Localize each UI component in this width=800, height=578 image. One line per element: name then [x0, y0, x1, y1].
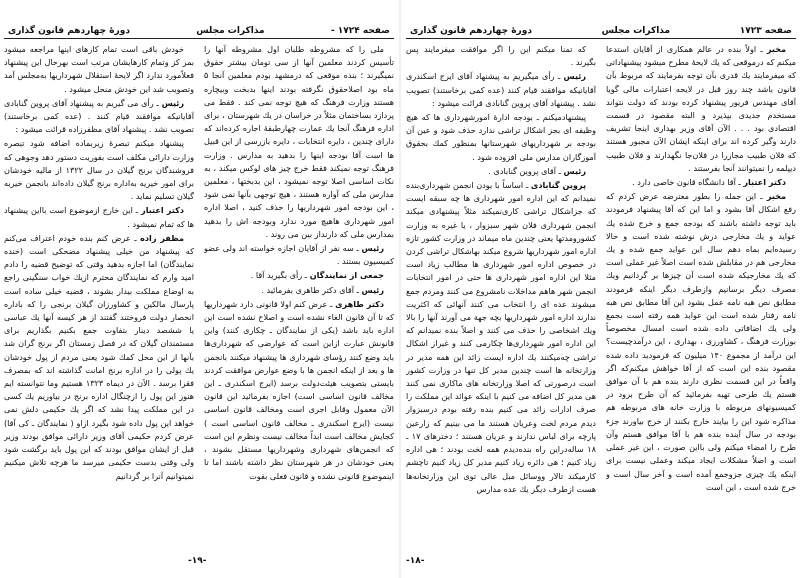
column-right	[606, 43, 796, 543]
speaker-name: رئیس	[563, 71, 586, 82]
journal-title: دورهٔ چهاردهم قانون گذاری	[410, 26, 532, 36]
running-head	[406, 14, 796, 39]
paragraph: خودش باقی است تمام کارهای اینها مراجعه میشود بمر کز وتمام کارهایشان مرتب است بهرحال این پیشنهاد فعلاًمورد ندارد اگر لایحهٔ استقلال شهرداریها به‌مجلس آمد وتصویب شد این خودش منحل میشود .	[4, 44, 194, 94]
speaker-name: دکتر اعتبار	[141, 205, 184, 216]
speaker-name: جمعی از نمایندگان	[309, 270, 384, 281]
paragraph: دکتر اعتبار ـ این خارج ازموضوع است بااین پیشنهاد ها که تمام نمیشود .	[4, 205, 194, 229]
speaker-name: مخبر	[766, 191, 786, 202]
folio-number: -۱۹-	[188, 556, 207, 566]
section-title: مذاکرات مجلس	[601, 26, 671, 36]
folio-number: -۱۸-	[406, 556, 425, 566]
paragraph: ملی را که مشروطه طلبان اول مشروطه آنها را تأسیس کردند معلمین آنها از سی تومان بیشتر حقوق نمیگیرند ؛ بنده موقعی که درمشهد بودم معلمین آنجا ۵ ماه بود اصلاحقوق نگرفته بودند اینها بدبخت وبیچاره هستند وزارت فرهنگ که هیچ توجه نمی کند . فقط می پردازد بساختمان مثلاً در خراسان در یك شهرستان ، برای اداره فرهنگ آنجا یك عمارت چهارطبقهٔ اجاره کرده‌اند که دارای چندین ، دایره انتخابات ، دایره بازرسی از این قبیل ها است آقا بودجه اینها را بدهید به مدارس . وزارت فرهنگ توجه نمیکند فقط خرج چیز های لوکس میکند ، به نکات اساسی اصلا توجه نمیشود ، این بدبختها ، معلمین مدارس ملی که آواره هستند ، هیچ توجهی بآنها نمی شود ، این بودجه امور شهرداریها را حذف کنید ، اصلا اداره امور شهرداری هاهیچ مورد ندارد وبودجه اش را بدهید بمدارس ملی که دارنداز بین می روند .	[204, 44, 394, 239]
page-number: صفحه ۱۷۲۳	[739, 26, 792, 36]
column-left	[4, 43, 194, 543]
speaker-name: رئیس	[161, 97, 185, 108]
speaker-name: مظفر زاده	[140, 232, 184, 243]
paragraph: پیشنهاد میکنم تبصرهٔ زیربماده اضافه شود تبصره وزارت دارائی مکلف است بفوریت دستور دهد وجوهی که فروشندگان برنج گیلان در سال ۱۳۲۲ از مالیه خودشان برای امور خیریه به‌اداره برنج گیلان داده‌اند بانجمن خیریه گیلان تسلیم نماید .	[4, 138, 194, 202]
section-title: مذاکرات مجلس	[196, 26, 265, 36]
paragraph: که تمنا میکنم این را اگر موافقت میفرمایند پس بگیرند .	[406, 44, 596, 68]
paragraph: مخبر ـ اولاً بنده در عالم همکاری از آقایان استدعا میکنم که درموقعی که یك لایحهٔ مطرح میشود پیشنهاداتی که میفرمایند یك قدری بآن توجه بفرمایند که مربوط بآن قانون باشد چند روز قبل در لایحه اعتبارات مالی گویا آقای مهندس فریور پیشنهاد کرده بودند که دولت نتواند مستخدم جدیدی بپذیرد و البته مقصود در قسمت اقتصادی بود . . . الآن آقای وزیر بهداری اینجا تشریف دارند وگیر کرده اند برای اینکه ایشان الآن مجبور هستند که فلان طبیب مجازرا در فلان‌جا نگهدارند و فلان طبیب دیپلمه را نمیتوانند آنجا بفرستند .	[606, 44, 796, 173]
journal-title: دورهٔ چهاردهم قانون گذاری	[8, 26, 130, 36]
paragraph: رئیس ـ آقای دکتر طاهری بفرمائید .	[261, 284, 384, 295]
speaker-name: دکتر طاهری	[335, 298, 384, 309]
paragraph: مخبر ـ این جمله را بطور معترضه عرض کردم که رفع اشکال آقا بشود و اما این که آقا پیشنهاد فرمودند باید توجه داشته باشند که بودجه جمع و خرج شده یك عواید و یك مخارجی درش نوشته شده است و حالا رسیده‌ایم بماه دهم سال این عواید جمع شده و یك مخارجی هم در مقابلش شده است اصلاً غیر عملی است که یك مخارجیکه شده است آن چیزها بر گردانیم ویك مصرف دیگر برسانیم وازطرف دیگر اینکه فرمودند مطابق نص هبه نامه عمل بشود این آقا مطابق نص هبه نامه رفتار شده است این عواید همه رفته است بجمع ولی یك اضافاتی داده شده است امسال مخصوصاً بوزارت فرهنگ ، کشاورزی ، بهداری ، این درآمدچیست؟ این درآمد از مجموع ۱۴۰ میلیون که فرمودید داده شده مقصود بنده این است که از آقا خواهش میکنم‌که اگر واقعاً در این قسمت نظری دارند بنده هم با آن موافق هستم یك طرحی تهیه بفرمائید که آن طرح برود در کمیسیونهای مربوطه با وزارت خانه های مربوطه هم مذاکره شود این را بیایند خارج بکنند از خرج بیاورند جزء بودجه در سال آینده بنده هم با آقا موافق هستم وآن طرح را امضاء میکنم ولی بااین صورت ، این غیر عملی است و اصلاً مشکلات ایجاد میکند وعملی نیست برای اینکه یك چیزی جزوجمع آمده است و آخر سال است و خرج شده است ، این است	[606, 191, 796, 492]
paragraph: پیشنهادمیکنم ـ بودجه ادارهٔ امورشهرداری ها که هیچ وظیفه ای بجز اشکال تراشی ندارد حذف شود و عین آن بودجه بر شهرداریهای شهرستانها بمنظور کمك بحقوق آموزگاران مدارس ملی افزوده شود .	[406, 112, 596, 162]
right-page	[400, 0, 800, 578]
speaker-name: دکتر اعتبار	[743, 177, 786, 188]
speaker-name: پروین گنابادی	[530, 180, 586, 191]
speaker-name: رئیس	[361, 284, 384, 295]
paragraph: رئیس ـ رأی می گیریم به پیشنهاد آقای پروین گنابادی آقایانیکه موافقند قیام کنند . (عده کمی برخاستند) تصویب نشد . پیشنهاد آقای مظفرزاده قرائت میشود :	[4, 97, 194, 135]
text-columns	[406, 43, 796, 543]
paragraph: رئیس ـ آقای پروین گنابادی .	[488, 165, 586, 176]
speaker-name: رئیس	[563, 165, 586, 176]
paragraph: دکتر اعتبار ـ آقا دانشگاه قانون خاصی دارد .	[632, 177, 786, 188]
column-right	[204, 43, 394, 543]
paragraph: رئیس ـ سه نفر از آقایان اجازه خواسته اند ولی عضو کمیسیون بستند .	[204, 243, 394, 267]
running-head	[4, 14, 394, 39]
paragraph: جمعی از نمایندگان ـ رأی بگیرید آقا .	[250, 270, 384, 281]
page-number: صفحه ۱۷۲۴ -	[330, 26, 390, 36]
speaker-name: مخبر	[766, 44, 786, 54]
paragraph: رئیس ـ رأی میگیریم به پیشنهاد آقای ایرج اسکندری آقایانیکه موافقند قیام کنند (عده کمی برخاستند) تصویب نشد . پیشنهاد آقای پروین گنابادی قرائت میشود :	[406, 71, 596, 108]
paragraph: مظفر زاده ـ عرض کنم بنده خودم اعتراف می‌کنم که پیشنهاد من خیلی پیشنهاد مضحکی است (خنده نمایندگان) اما اجازه بدهید وقتی که توضیح قضیه را دادم امید وارم که نمایندگان محترم ازیك خواب سنگینی راجع به اوضاع مملکت بیدار بشوند ، قضیه خیلی ساده است پارسال مالکین و کشاورزان گیلان برنجی را که باداره انحصار دولت فروختند گفتند از هر کیسه آنها یك عباسی یا ششصد دینار بتفاوت جمع بکنیم بگذاریم برای مستمندان گیلان که در فصل زمستان اگر برنج گران شد بآنها از این محل کمك شود یعنی مردم از پول خودشان یك پولی را در اداره برنج امانت گذاشته اند که بمصرف فقرا برسد . الآن در دیماه ۱۳۲۳ هستیم وما نتوانسته ایم هنوز این پول را ازچنگال اداره برنج در بیاوریم یك کسی در این مملکت پیدا نشد که اگر یك حکیمی دلش نمی خواهد این پول داده شود بگیرد ازاو ( نمایندگان ـ کی آقا) عرض کردم حکیمی آقای وزیر دارائی موافق بودند وزیر قبل از ایشان موافق بودند که این پول باید برگشت شود ولی وقتی بدست حکیمی میرسد ما هرچه تلاش میکنیم نمیتوانیم آنرا بر گردانیم	[4, 232, 194, 481]
column-left	[406, 43, 596, 543]
paragraph: دکتر طاهری ـ عرض کنم اولا قانونی دارد شهرداریها که تا آن قانون الغاء نشده است و اصلاح نشده است این اداره باید باشد (یکی از نمایندگان ـ چکاری کنند) واین قانونش عبارت ازاین است که عوارضی که شهرداری‌ها باید وضع کنند رؤسای شهرداری ها پیشنهاد میکنند بانجمن ها و بعد از اینکه انجمن ها با وضع عوارض موافقت کردند بایستی بتصویب هیئت‌دولت برسد (ایرج اسکندری ـ این مخالف قانون اساسی است) اجازه بفرمائید این قانون الآن معمول وقابل اجری است ومخالف قانون اساسی نیست (ایرج اسکندری ـ مخالف قانون اساسی است ) کجایش مخالف است ابداً مخالف نیست ونظرم این است که انجمن‌های شهرداری وشهرداریها مستقل بشوند ، یعنی خودشان در هر شهرستان نظر داشته باشند اما تا اینموضوع قانونی نشده و قانون فعلی بقوت	[204, 298, 394, 481]
paragraph: پروین گنابادی ـ اساساً با بودن انجمن شهرداری‌بنده نمیدانم که این اداره امور شهرداری ها چه سبقه ایست که جزاشکال تراشی کاری‌نمیکند مثلاً پیشنهادی میکند انجمن شهرداری فلان شهر سبزوار ، یا غیره به وزارت کشورومدتها یعنی چندین ماه میماند در وزارت کشور تازه اداره امور شهرداریها شروع میکند بهاشکال تراشی کردن در خصوص اداره امور شهرداری ها مطالب زیاد است مثلا این اداره امور شهرداری ها حتی در امور انتخابات انجمن شهر هاهم مداخلات نامشروع می کنند ومردم جمع میشوند عده ای را انتخاب می کنند آنهائی که اکثریت ندارند اداره امور شهرداریها بچه جهة می آورند آنها را بالا ویك اشخاصی را حذف می کنند و اصلاً بنده نمیدانم که این اداره امور شهرداری‌ها چکارمی کنند و غیراز اشکال تراشی چه‌میکنند یك اداره ایست زائد این همه مدیر در وزارتخانه ها است چندین مدیر کل تنها در وزارت کشور است درصورتی که اصلا وزارتخانه های ماکاری نمی کنند هی مدیر کل اضافه می کنیم با اینکه عوائد این مملکت را صرف ادارات زائد می کنیم بنده رفته بودم درسبزوار دیدم مردم لخت وعریان هستند ما می بینیم که زارعین پارچه برای لباس ندارند و عریان هستند ؛ دخترهای ۱۷ ـ ۱۸ ساله‌دراین راه بنده‌دیدم همه لخت بودند ؛ هی اداره زیاد کنیم ؛ هی دائره زیاد کنیم مدیر کل زیاد کنیم تاچشم کارمیکند تالار ووسائل مبل عالی توی این وزارتخانه‌ها هست ازطرف دیگر یك عده مدارس	[406, 180, 596, 494]
speaker-name: رئیس	[361, 243, 384, 254]
text-columns	[4, 43, 394, 543]
